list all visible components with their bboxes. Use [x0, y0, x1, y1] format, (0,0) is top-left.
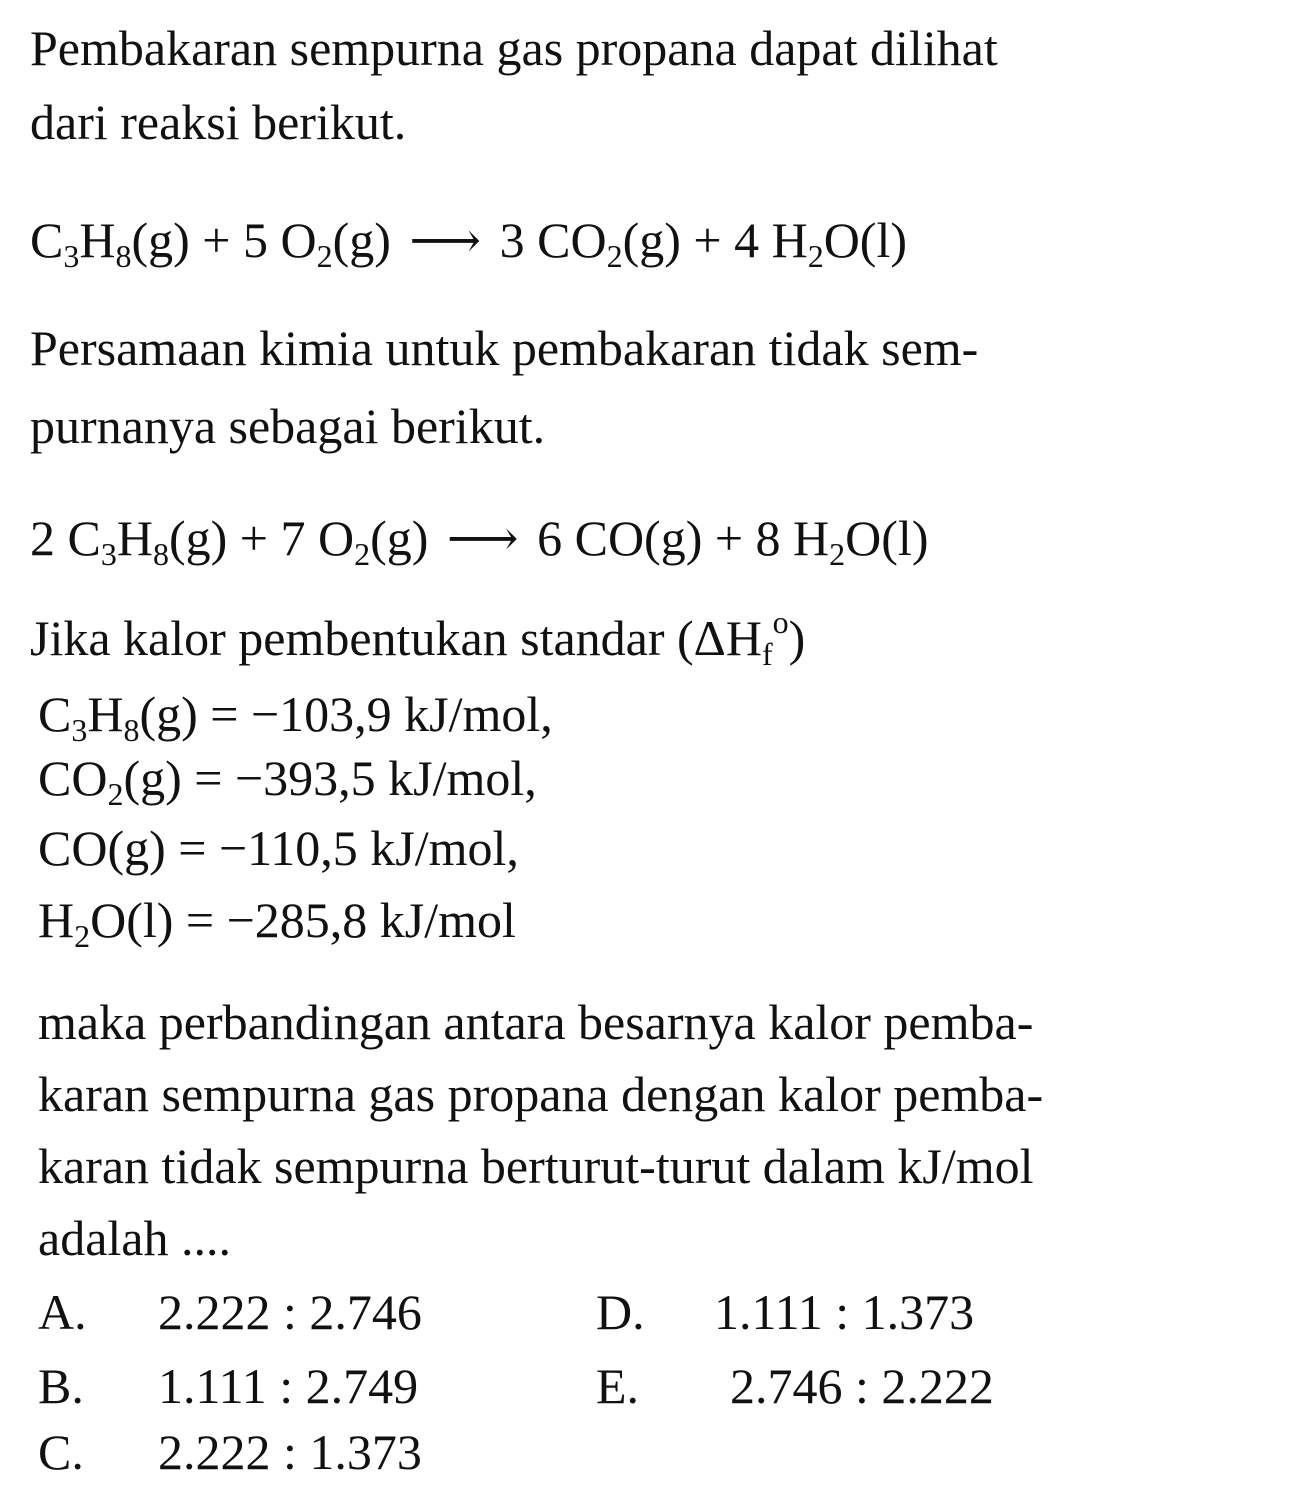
reactant-h: H	[79, 212, 116, 268]
reactant-c: C	[30, 212, 64, 268]
option-b-letter[interactable]: B.	[38, 1358, 84, 1414]
plus-water: + 8 H	[714, 510, 830, 566]
formation-intro-text: Jika kalor pembentukan standar (ΔH	[30, 610, 762, 666]
h2o-value: O(l) = −285,8 kJ/mol	[90, 892, 516, 948]
plus-oxygen: + 5 O	[202, 212, 317, 268]
formation-co2	[38, 748, 537, 812]
formula-h: H	[87, 686, 124, 742]
question-line-1: maka perbandingan antara besarnya kalor pemba-	[38, 994, 1034, 1050]
question-line-4: adalah ....	[38, 1210, 231, 1266]
reaction-complete-combustion	[30, 210, 907, 274]
subscript: 3	[63, 238, 80, 274]
formation-c3h8	[38, 684, 553, 748]
subscript: 2	[74, 918, 91, 954]
question-line-3: karan tidak sempurna berturut-turut dalam kJ/mol	[38, 1138, 1034, 1194]
option-e-value[interactable]: 2.746 : 2.222	[730, 1358, 994, 1414]
close-paren: )	[788, 610, 806, 666]
co2-value: (g) = −393,5 kJ/mol,	[123, 750, 537, 806]
formula-h: H	[38, 892, 75, 948]
question-line-2: karan sempurna gas propana dengan kalor pemba-	[38, 1066, 1044, 1122]
subscript: 8	[123, 712, 140, 748]
subscript: 2	[354, 536, 371, 572]
mid-line-2: purnanya sebagai berikut.	[30, 398, 546, 454]
coef-c: 2 C	[30, 510, 101, 566]
subscript: 2	[316, 238, 333, 274]
intro-line-2: dari reaksi berikut.	[30, 94, 407, 150]
subscript: 8	[152, 536, 169, 572]
subscript: 2	[107, 776, 124, 812]
formation-co: CO(g) = −110,5 kJ/mol,	[38, 820, 519, 876]
plus-water: + 4 H	[693, 212, 808, 268]
option-d-letter[interactable]: D.	[596, 1284, 645, 1340]
subscript: 2	[606, 238, 623, 274]
reaction-incomplete-combustion	[30, 508, 929, 572]
state-label: (g)	[168, 510, 228, 566]
subscript: 3	[71, 712, 88, 748]
subscript: 2	[829, 536, 846, 572]
reaction-arrow-icon: ⟶	[409, 212, 482, 268]
formation-intro	[30, 604, 806, 672]
subscript: 2	[807, 238, 824, 274]
reactant-h: H	[116, 510, 153, 566]
reaction-arrow-icon: ⟶	[446, 510, 519, 566]
state-label: (g)	[370, 510, 429, 566]
subscript: 8	[115, 238, 132, 274]
mid-line-1: Persamaan kimia untuk pembakaran tidak sem-	[30, 320, 979, 376]
state-label: (g)	[131, 212, 190, 268]
product-co2: 3 CO	[499, 212, 607, 268]
c3h8-value: (g) = −103,9 kJ/mol,	[139, 686, 553, 742]
state-label: (g)	[332, 212, 391, 268]
subscript: 3	[100, 536, 117, 572]
plus-oxygen: + 7 O	[239, 510, 355, 566]
water-rest: O(l)	[823, 212, 907, 268]
water-rest: O(l)	[845, 510, 929, 566]
option-c-letter[interactable]: C.	[38, 1424, 84, 1480]
superscript-degree: o	[772, 604, 789, 640]
formula-c: C	[38, 686, 72, 742]
formation-h2o	[38, 890, 516, 954]
subscript-f: f	[761, 636, 773, 672]
option-c-value[interactable]: 2.222 : 1.373	[158, 1424, 422, 1480]
state-label: (g)	[622, 212, 681, 268]
intro-line-1: Pembakaran sempurna gas propana dapat dilihat	[30, 20, 998, 76]
product-co: 6 CO(g)	[537, 510, 703, 566]
option-e-letter[interactable]: E.	[596, 1358, 640, 1414]
option-a-letter[interactable]: A.	[38, 1284, 87, 1340]
option-a-value[interactable]: 2.222 : 2.746	[158, 1284, 422, 1340]
option-d-value[interactable]: 1.111 : 1.373	[714, 1284, 975, 1340]
formula-co: CO	[38, 750, 108, 806]
option-b-value[interactable]: 1.111 : 2.749	[158, 1358, 419, 1414]
